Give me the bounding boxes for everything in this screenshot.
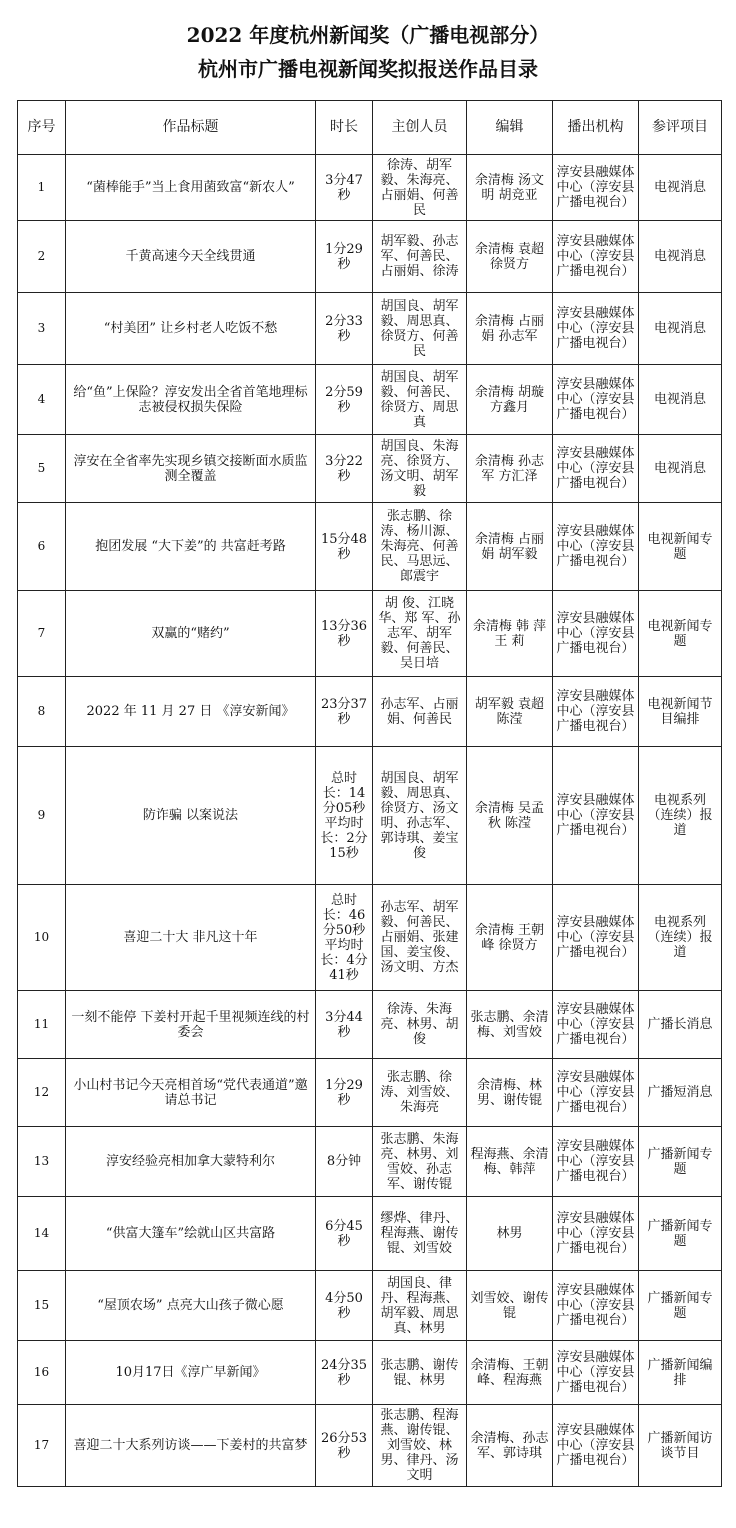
cell-title: 给“鱼”上保险？淳安发出全省首笔地理标志被侵权损失保险 [66, 365, 316, 435]
document-subtitle: 杭州市广播电视新闻奖拟报送作品目录 [198, 57, 538, 81]
cell-broadcaster: 淳安县融媒体中心（淳安县广播电视台） [553, 747, 639, 885]
cell-creators: 孙志军、占丽娟、何善民 [373, 677, 467, 747]
cell-category: 电视消息 [639, 155, 722, 221]
cell-duration: 13分36秒 [316, 591, 373, 677]
cell-duration: 3分47秒 [316, 155, 373, 221]
table-row [18, 1271, 722, 1341]
cell-duration: 4分50秒 [316, 1271, 373, 1341]
cell-broadcaster: 淳安县融媒体中心（淳安县广播电视台） [553, 221, 639, 293]
cell-title: “菌棒能手”当上食用菌致富“新农人” [66, 155, 316, 221]
cell-editors: 余清梅 吴孟秋 陈滢 [467, 747, 553, 885]
cell-title: 防诈骗 以案说法 [66, 747, 316, 885]
cell-title: 一刻不能停 下姜村开起千里视频连线的村委会 [66, 991, 316, 1059]
cell-broadcaster: 淳安县融媒体中心（淳安县广播电视台） [553, 1271, 639, 1341]
cell-no: 2 [18, 221, 66, 293]
header-category: 参评项目 [639, 101, 722, 155]
cell-duration: 26分53秒 [316, 1405, 373, 1487]
table-row [18, 1405, 722, 1487]
table-row [18, 677, 722, 747]
cell-duration: 1分29秒 [316, 221, 373, 293]
cell-no: 8 [18, 677, 66, 747]
cell-duration: 6分45秒 [316, 1197, 373, 1271]
cell-creators: 胡国良、胡军毅、周思真、徐贤方、何善民 [373, 293, 467, 365]
cell-category: 广播新闻专题 [639, 1271, 722, 1341]
cell-creators: 张志鹏、朱海亮、林男、刘雪姣、孙志军、谢传锟 [373, 1127, 467, 1197]
cell-no: 9 [18, 747, 66, 885]
cell-creators: 徐涛、胡军毅、朱海亮、占丽娟、何善民 [373, 155, 467, 221]
header-title: 作品标题 [66, 101, 316, 155]
table-row [18, 1059, 722, 1127]
cell-creators: 胡国良、胡军毅、何善民、徐贤方、周思真 [373, 365, 467, 435]
cell-creators: 孙志军、胡军毅、何善民、占丽娟、张建国、姜宝俊、汤文明、方杰 [373, 885, 467, 991]
cell-no: 1 [18, 155, 66, 221]
cell-broadcaster: 淳安县融媒体中心（淳安县广播电视台） [553, 885, 639, 991]
cell-no: 5 [18, 435, 66, 503]
cell-category: 广播新闻编排 [639, 1341, 722, 1405]
cell-no: 13 [18, 1127, 66, 1197]
cell-duration: 15分48秒 [316, 503, 373, 591]
cell-title: 10月17日《淳广早新闻》 [66, 1341, 316, 1405]
header-editors: 编辑 [467, 101, 553, 155]
table-row [18, 1197, 722, 1271]
cell-duration: 3分22秒 [316, 435, 373, 503]
cell-no: 17 [18, 1405, 66, 1487]
cell-category: 电视消息 [639, 293, 722, 365]
cell-editors: 余清梅 胡璇 方鑫月 [467, 365, 553, 435]
cell-editors: 张志鹏、余清梅、刘雪姣 [467, 991, 553, 1059]
cell-editors: 余清梅 袁超 徐贤方 [467, 221, 553, 293]
works-table [17, 100, 722, 1487]
cell-duration: 3分44秒 [316, 991, 373, 1059]
cell-creators: 张志鹏、徐涛、杨川源、朱海亮、何善民、马思远、郎震宇 [373, 503, 467, 591]
table-row [18, 591, 722, 677]
cell-category: 广播新闻专题 [639, 1127, 722, 1197]
cell-title: “村美团” 让乡村老人吃饭不愁 [66, 293, 316, 365]
cell-category: 广播短消息 [639, 1059, 722, 1127]
cell-title: 喜迎二十大 非凡这十年 [66, 885, 316, 991]
cell-category: 电视消息 [639, 365, 722, 435]
cell-editors: 余清梅 王朝峰 徐贤方 [467, 885, 553, 991]
cell-editors: 胡军毅 袁超 陈滢 [467, 677, 553, 747]
cell-creators: 胡国良、胡军毅、周思真、徐贤方、汤文明、孙志军、郭诗琪、姜宝俊 [373, 747, 467, 885]
table-row [18, 991, 722, 1059]
cell-duration: 总时长：46分50秒 平均时长：4分41秒 [316, 885, 373, 991]
cell-category: 电视新闻专题 [639, 591, 722, 677]
cell-broadcaster: 淳安县融媒体中心（淳安县广播电视台） [553, 435, 639, 503]
cell-creators: 徐涛、朱海亮、林男、胡俊 [373, 991, 467, 1059]
cell-category: 电视消息 [639, 435, 722, 503]
cell-no: 4 [18, 365, 66, 435]
cell-title: “供富大篷车”绘就山区共富路 [66, 1197, 316, 1271]
cell-editors: 余清梅、孙志军、郭诗琪 [467, 1405, 553, 1487]
cell-editors: 余清梅、王朝峰、程海燕 [467, 1341, 553, 1405]
table-row [18, 503, 722, 591]
cell-no: 12 [18, 1059, 66, 1127]
header-broadcaster: 播出机构 [553, 101, 639, 155]
cell-editors: 余清梅 占丽娟 胡军毅 [467, 503, 553, 591]
cell-category: 电视新闻节目编排 [639, 677, 722, 747]
cell-no: 16 [18, 1341, 66, 1405]
cell-no: 14 [18, 1197, 66, 1271]
cell-title: 千黄高速今天全线贯通 [66, 221, 316, 293]
cell-creators: 胡国良、律丹、程海燕、胡军毅、周思真、林男 [373, 1271, 467, 1341]
table-row [18, 747, 722, 885]
cell-category: 电视消息 [639, 221, 722, 293]
table-row [18, 885, 722, 991]
table-row [18, 221, 722, 293]
cell-broadcaster: 淳安县融媒体中心（淳安县广播电视台） [553, 1127, 639, 1197]
cell-duration: 总时长：14分05秒 平均时长：2分15秒 [316, 747, 373, 885]
cell-broadcaster: 淳安县融媒体中心（淳安县广播电视台） [553, 155, 639, 221]
cell-broadcaster: 淳安县融媒体中心（淳安县广播电视台） [553, 1059, 639, 1127]
table-header-row [18, 101, 722, 155]
cell-category: 电视新闻专题 [639, 503, 722, 591]
header-creators: 主创人员 [373, 101, 467, 155]
cell-no: 15 [18, 1271, 66, 1341]
cell-editors: 刘雪姣、谢传锟 [467, 1271, 553, 1341]
cell-creators: 胡 俊、江晓华、郑 军、孙志军、胡军毅、何善民、吴日培 [373, 591, 467, 677]
table-row [18, 435, 722, 503]
cell-broadcaster: 淳安县融媒体中心（淳安县广播电视台） [553, 503, 639, 591]
cell-no: 10 [18, 885, 66, 991]
cell-title: “屋顶农场” 点亮大山孩子微心愿 [66, 1271, 316, 1341]
cell-title: 淳安在全省率先实现乡镇交接断面水质监测全覆盖 [66, 435, 316, 503]
cell-category: 广播新闻访谈节目 [639, 1405, 722, 1487]
cell-title: 双赢的“赌约” [66, 591, 316, 677]
cell-editors: 余清梅 孙志军 方汇泽 [467, 435, 553, 503]
cell-broadcaster: 淳安县融媒体中心（淳安县广播电视台） [553, 591, 639, 677]
cell-editors: 程海燕、余清梅、韩萍 [467, 1127, 553, 1197]
cell-creators: 缪烨、律丹、程海燕、谢传锟、刘雪姣 [373, 1197, 467, 1271]
document-title: 2022 年度杭州新闻奖（广播电视部分） [186, 23, 550, 47]
cell-broadcaster: 淳安县融媒体中心（淳安县广播电视台） [553, 365, 639, 435]
cell-editors: 余清梅 占丽娟 孙志军 [467, 293, 553, 365]
cell-broadcaster: 淳安县融媒体中心（淳安县广播电视台） [553, 293, 639, 365]
cell-creators: 张志鹏、谢传锟、林男 [373, 1341, 467, 1405]
cell-broadcaster: 淳安县融媒体中心（淳安县广播电视台） [553, 1197, 639, 1271]
cell-category: 广播长消息 [639, 991, 722, 1059]
cell-creators: 胡军毅、孙志军、何善民、占丽娟、徐涛 [373, 221, 467, 293]
cell-no: 6 [18, 503, 66, 591]
table-row [18, 293, 722, 365]
cell-no: 11 [18, 991, 66, 1059]
cell-editors: 余清梅 汤文明 胡竞亚 [467, 155, 553, 221]
cell-category: 电视系列（连续）报道 [639, 885, 722, 991]
cell-broadcaster: 淳安县融媒体中心（淳安县广播电视台） [553, 991, 639, 1059]
cell-duration: 24分35秒 [316, 1341, 373, 1405]
cell-no: 7 [18, 591, 66, 677]
cell-no: 3 [18, 293, 66, 365]
table-row [18, 1341, 722, 1405]
table-row [18, 155, 722, 221]
header-no: 序号 [18, 101, 66, 155]
cell-creators: 张志鹏、程海燕、谢传锟、刘雪姣、林男、律丹、汤文明 [373, 1405, 467, 1487]
cell-broadcaster: 淳安县融媒体中心（淳安县广播电视台） [553, 1341, 639, 1405]
cell-editors: 余清梅、林男、谢传锟 [467, 1059, 553, 1127]
cell-broadcaster: 淳安县融媒体中心（淳安县广播电视台） [553, 1405, 639, 1487]
cell-duration: 2分33秒 [316, 293, 373, 365]
cell-title: 抱团发展 “大下姜”的 共富赶考路 [66, 503, 316, 591]
table-row [18, 1127, 722, 1197]
cell-title: 小山村书记今天亮相首场“党代表通道”邀请总书记 [66, 1059, 316, 1127]
cell-duration: 8分钟 [316, 1127, 373, 1197]
cell-creators: 张志鹏、徐涛、刘雪姣、朱海亮 [373, 1059, 467, 1127]
cell-title: 喜迎二十大系列访谈——下姜村的共富梦 [66, 1405, 316, 1487]
cell-broadcaster: 淳安县融媒体中心（淳安县广播电视台） [553, 677, 639, 747]
cell-editors: 林男 [467, 1197, 553, 1271]
cell-title: 淳安经验亮相加拿大蒙特利尔 [66, 1127, 316, 1197]
cell-duration: 1分29秒 [316, 1059, 373, 1127]
cell-editors: 余清梅 韩 萍 王 莉 [467, 591, 553, 677]
cell-duration: 2分59秒 [316, 365, 373, 435]
cell-creators: 胡国良、朱海亮、徐贤方、汤文明、胡军毅 [373, 435, 467, 503]
cell-duration: 23分37秒 [316, 677, 373, 747]
cell-title: 2022 年 11 月 27 日 《淳安新闻》 [66, 677, 316, 747]
cell-category: 广播新闻专题 [639, 1197, 722, 1271]
table-row [18, 365, 722, 435]
header-duration: 时长 [316, 101, 373, 155]
cell-category: 电视系列（连续）报道 [639, 747, 722, 885]
